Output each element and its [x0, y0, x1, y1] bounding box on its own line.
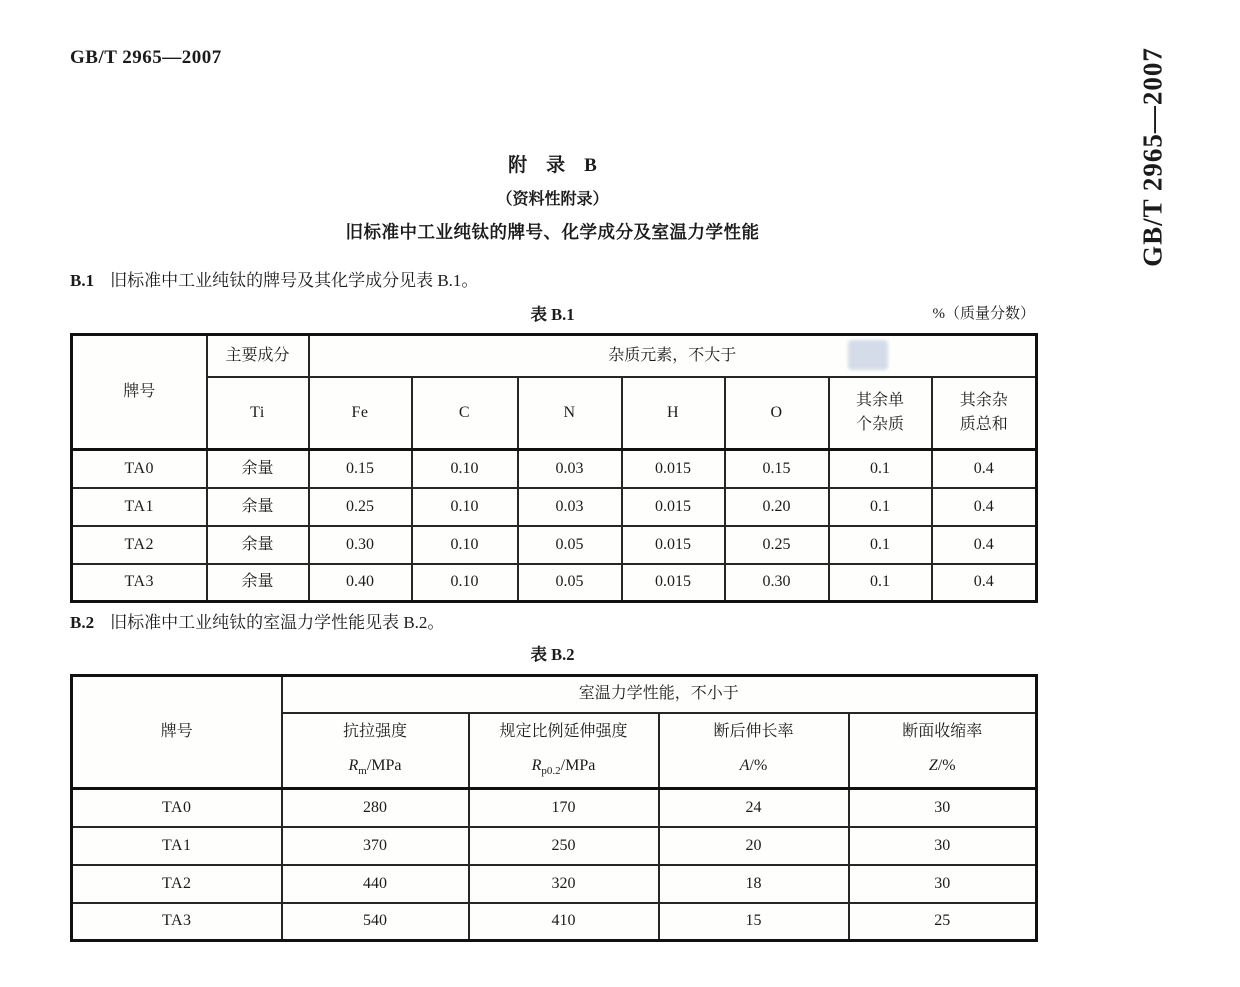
table-cell: 0.4	[932, 526, 1037, 564]
column-header-other-single-line1: 其余单	[855, 391, 904, 409]
table-cell: 0.1	[829, 450, 932, 488]
table-cell: 250	[469, 827, 659, 865]
table-cell: 余量	[207, 450, 309, 488]
table-cell: 0.4	[932, 564, 1037, 602]
table-cell: 0.4	[932, 450, 1037, 488]
table-row	[72, 450, 1037, 488]
column-header-label: 断后伸长率	[713, 723, 794, 741]
table-cell: 余量	[207, 564, 309, 602]
document-code: GB/T 2965—2007	[70, 47, 222, 68]
appendix-title: 旧标准中工业纯钛的牌号、化学成分及室温力学性能	[345, 222, 760, 242]
table-cell: TA2	[72, 865, 282, 903]
column-header-o: O	[725, 377, 829, 450]
table-cell: 18	[659, 865, 849, 903]
column-header-other-total-line2: 质总和	[959, 415, 1008, 433]
symbol: A	[739, 757, 750, 775]
column-header-other-total-line1: 其余杂	[959, 391, 1008, 409]
column-header-other-total	[932, 377, 1037, 450]
table-cell: 30	[849, 865, 1037, 903]
table-cell: 0.1	[829, 526, 932, 564]
table-cell: 0.015	[622, 564, 725, 602]
table-cell: 440	[282, 865, 469, 903]
section-b1-number: B.1	[70, 271, 95, 290]
table-b1	[70, 333, 1038, 603]
column-header-symbol	[285, 755, 466, 779]
table-cell: 0.15	[309, 450, 412, 488]
table-cell: TA2	[72, 526, 207, 564]
table-cell: 0.015	[622, 488, 725, 526]
table-cell: 余量	[207, 488, 309, 526]
table-row	[72, 526, 1037, 564]
column-header-tensile-strength	[282, 713, 469, 789]
symbol: R	[531, 757, 542, 775]
table-cell: 170	[469, 789, 659, 827]
table-cell: 0.1	[829, 488, 932, 526]
table-cell: TA0	[72, 789, 282, 827]
appendix-subheading: （资料性附录）	[496, 191, 609, 208]
table-cell: 0.20	[725, 488, 829, 526]
column-header-impurities: 杂质元素，不大于	[309, 335, 1037, 377]
table-cell: TA3	[72, 903, 282, 941]
symbol: R	[348, 757, 359, 775]
symbol-subscript: p0.2	[541, 765, 561, 778]
column-header-symbol	[662, 755, 846, 779]
symbol-unit: /MPa	[560, 757, 596, 775]
table-cell: 0.15	[725, 450, 829, 488]
table-row	[72, 564, 1037, 602]
side-margin-code: GB/T 2965—2007	[1137, 47, 1168, 267]
column-header-proof-strength	[469, 713, 659, 789]
table-row	[72, 865, 1037, 903]
table-cell: 0.40	[309, 564, 412, 602]
table-cell: TA0	[72, 450, 207, 488]
table-cell: 320	[469, 865, 659, 903]
table-cell: 0.10	[412, 450, 518, 488]
column-header-reduction-of-area	[849, 713, 1037, 789]
section-b1-line	[70, 266, 478, 291]
symbol-unit: /%	[749, 757, 768, 775]
symbol-unit: /MPa	[366, 757, 402, 775]
section-b2-text: 旧标准中工业纯钛的室温力学性能见表 B.2。	[110, 613, 445, 632]
table-cell: 余量	[207, 526, 309, 564]
table-cell: 24	[659, 789, 849, 827]
table-cell: 0.03	[518, 488, 622, 526]
symbol: Z	[928, 757, 938, 775]
section-b1-text: 旧标准中工业纯钛的牌号及其化学成分见表 B.1。	[110, 271, 479, 290]
column-header-mech-span: 室温力学性能，不小于	[282, 676, 1037, 713]
column-header-symbol	[852, 755, 1034, 779]
table-b2	[70, 674, 1038, 942]
table-cell: TA1	[72, 488, 207, 526]
column-header-n: N	[518, 377, 622, 450]
table-row	[72, 488, 1037, 526]
table-cell: TA1	[72, 827, 282, 865]
table-b1-caption: 表 B.1	[530, 305, 575, 324]
column-header-grade: 牌号	[72, 335, 207, 450]
table-cell: 0.4	[932, 488, 1037, 526]
table-cell: TA3	[72, 564, 207, 602]
table-cell: 370	[282, 827, 469, 865]
column-header-grade: 牌号	[72, 676, 282, 789]
column-header-symbol	[472, 755, 656, 779]
table-cell: 30	[849, 789, 1037, 827]
table-cell: 0.05	[518, 564, 622, 602]
table-cell: 0.015	[622, 450, 725, 488]
table-cell: 0.30	[309, 526, 412, 564]
table-cell: 0.25	[725, 526, 829, 564]
table-row	[72, 827, 1037, 865]
table-b1-caption-row	[70, 301, 1035, 325]
column-header-h: H	[622, 377, 725, 450]
column-header-label: 规定比例延伸强度	[499, 723, 628, 741]
appendix-heading: 附 录 B	[508, 155, 597, 176]
column-header-elongation	[659, 713, 849, 789]
column-header-c: C	[412, 377, 518, 450]
column-header-fe: Fe	[309, 377, 412, 450]
table-cell: 0.10	[412, 564, 518, 602]
scan-smudge-artifact	[848, 340, 888, 370]
section-b2-number: B.2	[70, 613, 95, 632]
column-header-label: 断面收缩率	[902, 723, 983, 741]
table-cell: 0.1	[829, 564, 932, 602]
table-cell: 0.25	[309, 488, 412, 526]
table-cell: 410	[469, 903, 659, 941]
table-cell: 0.30	[725, 564, 829, 602]
table-row	[72, 789, 1037, 827]
table-b2-caption: 表 B.2	[530, 645, 575, 664]
column-header-ti: Ti	[207, 377, 309, 450]
table-cell: 0.10	[412, 488, 518, 526]
table-cell: 280	[282, 789, 469, 827]
table-cell: 20	[659, 827, 849, 865]
section-b2-line	[70, 608, 444, 633]
table-row	[72, 903, 1037, 941]
table-cell: 0.10	[412, 526, 518, 564]
column-header-main-component: 主要成分	[207, 335, 309, 377]
symbol-subscript: m	[358, 765, 367, 778]
symbol-unit: /%	[937, 757, 956, 775]
table-b2-caption-row	[70, 641, 1035, 665]
table-cell: 0.015	[622, 526, 725, 564]
table-cell: 25	[849, 903, 1037, 941]
table-b1-unit-note: %（质量分数）	[932, 306, 1035, 322]
table-cell: 0.03	[518, 450, 622, 488]
table-cell: 540	[282, 903, 469, 941]
column-header-other-single-line2: 个杂质	[855, 415, 904, 433]
table-cell: 0.05	[518, 526, 622, 564]
table-cell: 30	[849, 827, 1037, 865]
table-cell: 15	[659, 903, 849, 941]
column-header-label: 抗拉强度	[342, 723, 407, 741]
column-header-other-single	[829, 377, 932, 450]
